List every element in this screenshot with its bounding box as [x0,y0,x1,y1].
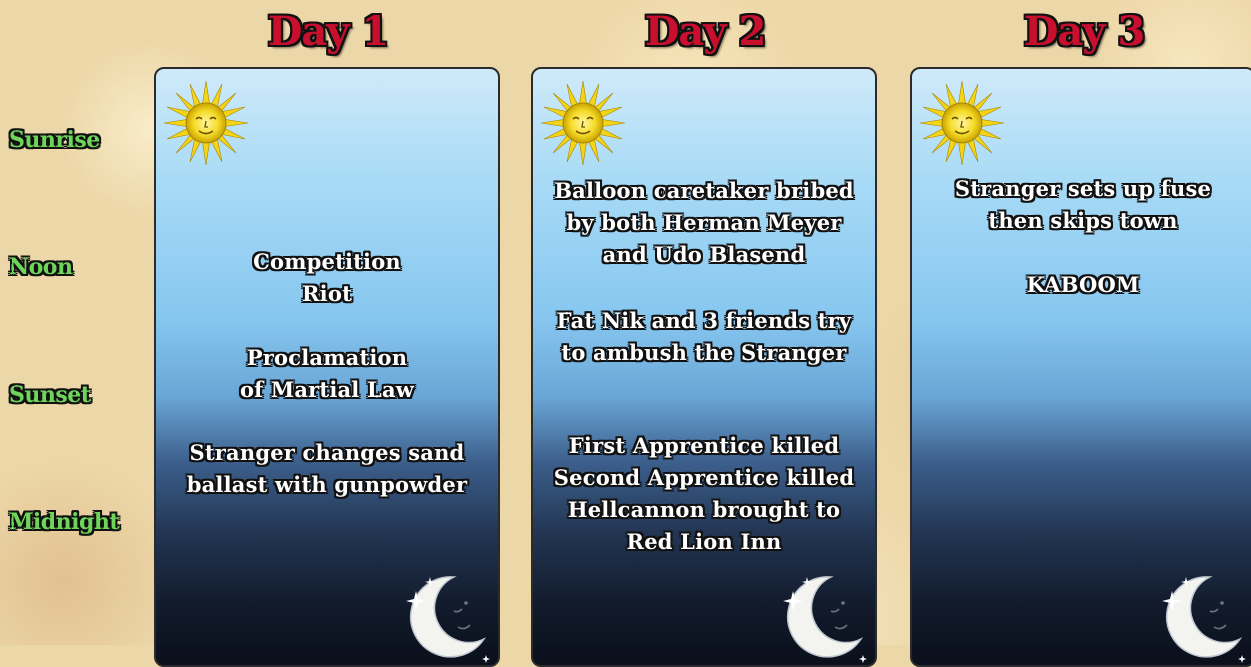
day-3-event: Stranger sets up fuse then skips town [954,176,1212,233]
time-label-sunrise: Sunrise [9,127,100,153]
sun-icon [918,79,1006,167]
day-2-event: First Apprentice killed Second Apprentice killed Hellcannon brought to Red Lion Inn [553,433,855,554]
crescent-moon-icon [773,569,869,665]
day-1-event: Competition Riot [253,249,401,306]
day-3-panel [910,67,1251,667]
time-label-sunset: Sunset [9,382,91,408]
day-3-event: KABOOM [1026,272,1140,297]
day-2-panel [531,67,877,667]
sun-icon [539,79,627,167]
day-2-event: Balloon caretaker bribed by both Herman Meyer and Udo Blasend [554,178,854,267]
day-3-title: Day 3 [1023,8,1145,55]
day-2-event: Fat Nik and 3 friends try to ambush the Stranger [556,308,852,365]
crescent-moon-icon [396,569,492,665]
day-2-title: Day 2 [644,8,766,55]
crescent-moon-icon [1152,569,1248,665]
sun-icon [162,79,250,167]
day-1-event: Stranger changes sand ballast with gunpowder [186,440,468,497]
time-label-midnight: Midnight [9,509,119,535]
day-1-event: Proclamation of Martial Law [239,345,415,402]
time-label-noon: Noon [9,254,73,280]
day-1-title: Day 1 [267,8,389,55]
day-1-panel [154,67,500,667]
